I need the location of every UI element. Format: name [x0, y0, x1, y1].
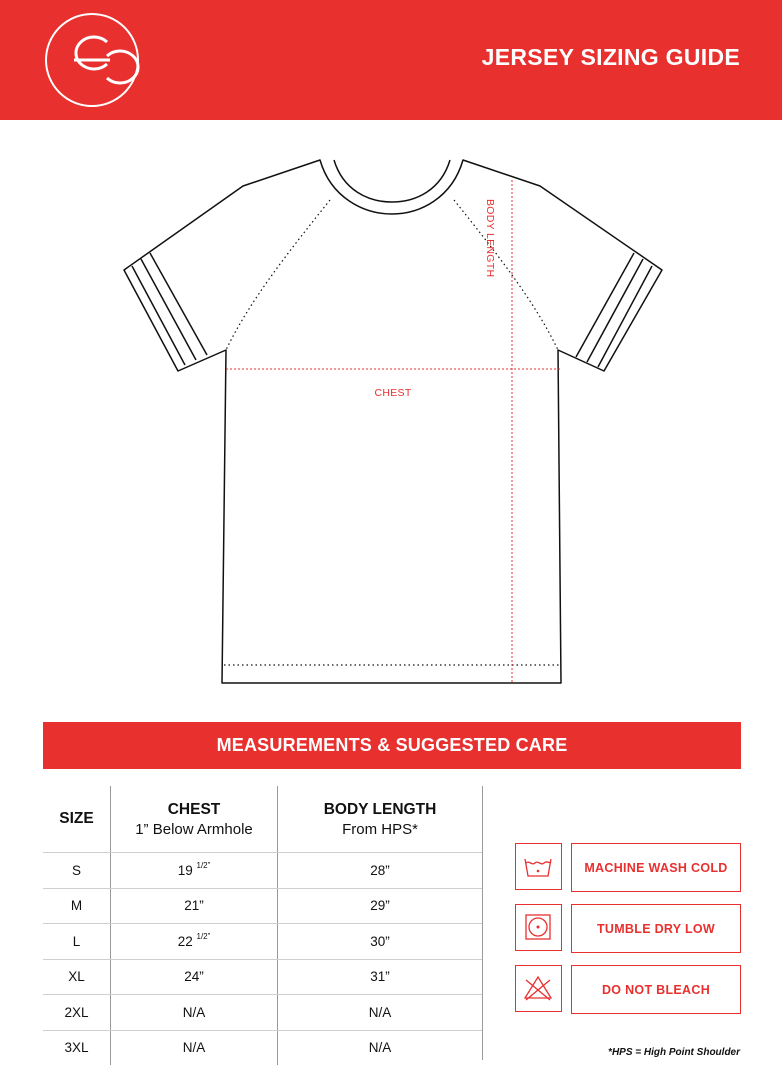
length-header: BODY LENGTH From HPS*: [277, 786, 482, 852]
jersey-diagram: [110, 150, 670, 690]
size-cell: 2XL: [64, 1004, 89, 1020]
size-cell: XL: [68, 969, 85, 985]
length-cell: 30”: [277, 924, 482, 959]
table-row: [43, 960, 483, 996]
length-cell: N/A: [277, 1031, 482, 1066]
size-table: [43, 786, 483, 1065]
length-cell: N/A: [277, 995, 482, 1030]
size-cell: 3XL: [64, 1040, 89, 1056]
measurements-banner: MEASUREMENTS & SUGGESTED CARE: [43, 722, 741, 769]
body-length-label: BODY LENGTH: [484, 199, 496, 278]
header-bar: [0, 0, 782, 120]
size-header: SIZE: [59, 810, 94, 827]
table-row: [43, 995, 483, 1031]
chest-cell: N/A: [110, 1031, 277, 1066]
table-header-row: [43, 786, 483, 853]
brand-logo-icon: [44, 12, 140, 108]
size-cell: L: [72, 933, 81, 949]
care-label: DO NOT BLEACH: [571, 965, 741, 1014]
chest-cell: 21”: [110, 889, 277, 924]
length-cell: 31”: [277, 960, 482, 995]
chest-cell: 24”: [110, 960, 277, 995]
tumble-dry-icon: [515, 904, 562, 951]
no-bleach-icon: [515, 965, 562, 1012]
care-label: TUMBLE DRY LOW: [571, 904, 741, 953]
size-cell: S: [71, 862, 81, 878]
table-row: [43, 1031, 483, 1066]
chest-header: CHEST 1” Below Armhole: [110, 786, 277, 852]
chest-cell: 22 $^{1/2”}$: [110, 924, 277, 959]
footnote: *HPS = High Point Shoulder: [608, 1047, 740, 1058]
chest-cell: N/A: [110, 995, 277, 1030]
length-cell: 29”: [277, 889, 482, 924]
table-row: [43, 924, 483, 960]
page-title: JERSEY SIZING GUIDE: [481, 44, 740, 70]
table-row: [43, 889, 483, 925]
size-cell: M: [70, 898, 83, 914]
machine-wash-icon: [515, 843, 562, 890]
table-divider: [482, 786, 483, 1060]
table-row: [43, 853, 483, 889]
length-cell: 28”: [277, 853, 482, 888]
chest-label: CHEST: [374, 387, 412, 399]
care-label: MACHINE WASH COLD: [571, 843, 741, 892]
chest-cell: 19 $^{1/2”}$: [110, 853, 277, 888]
